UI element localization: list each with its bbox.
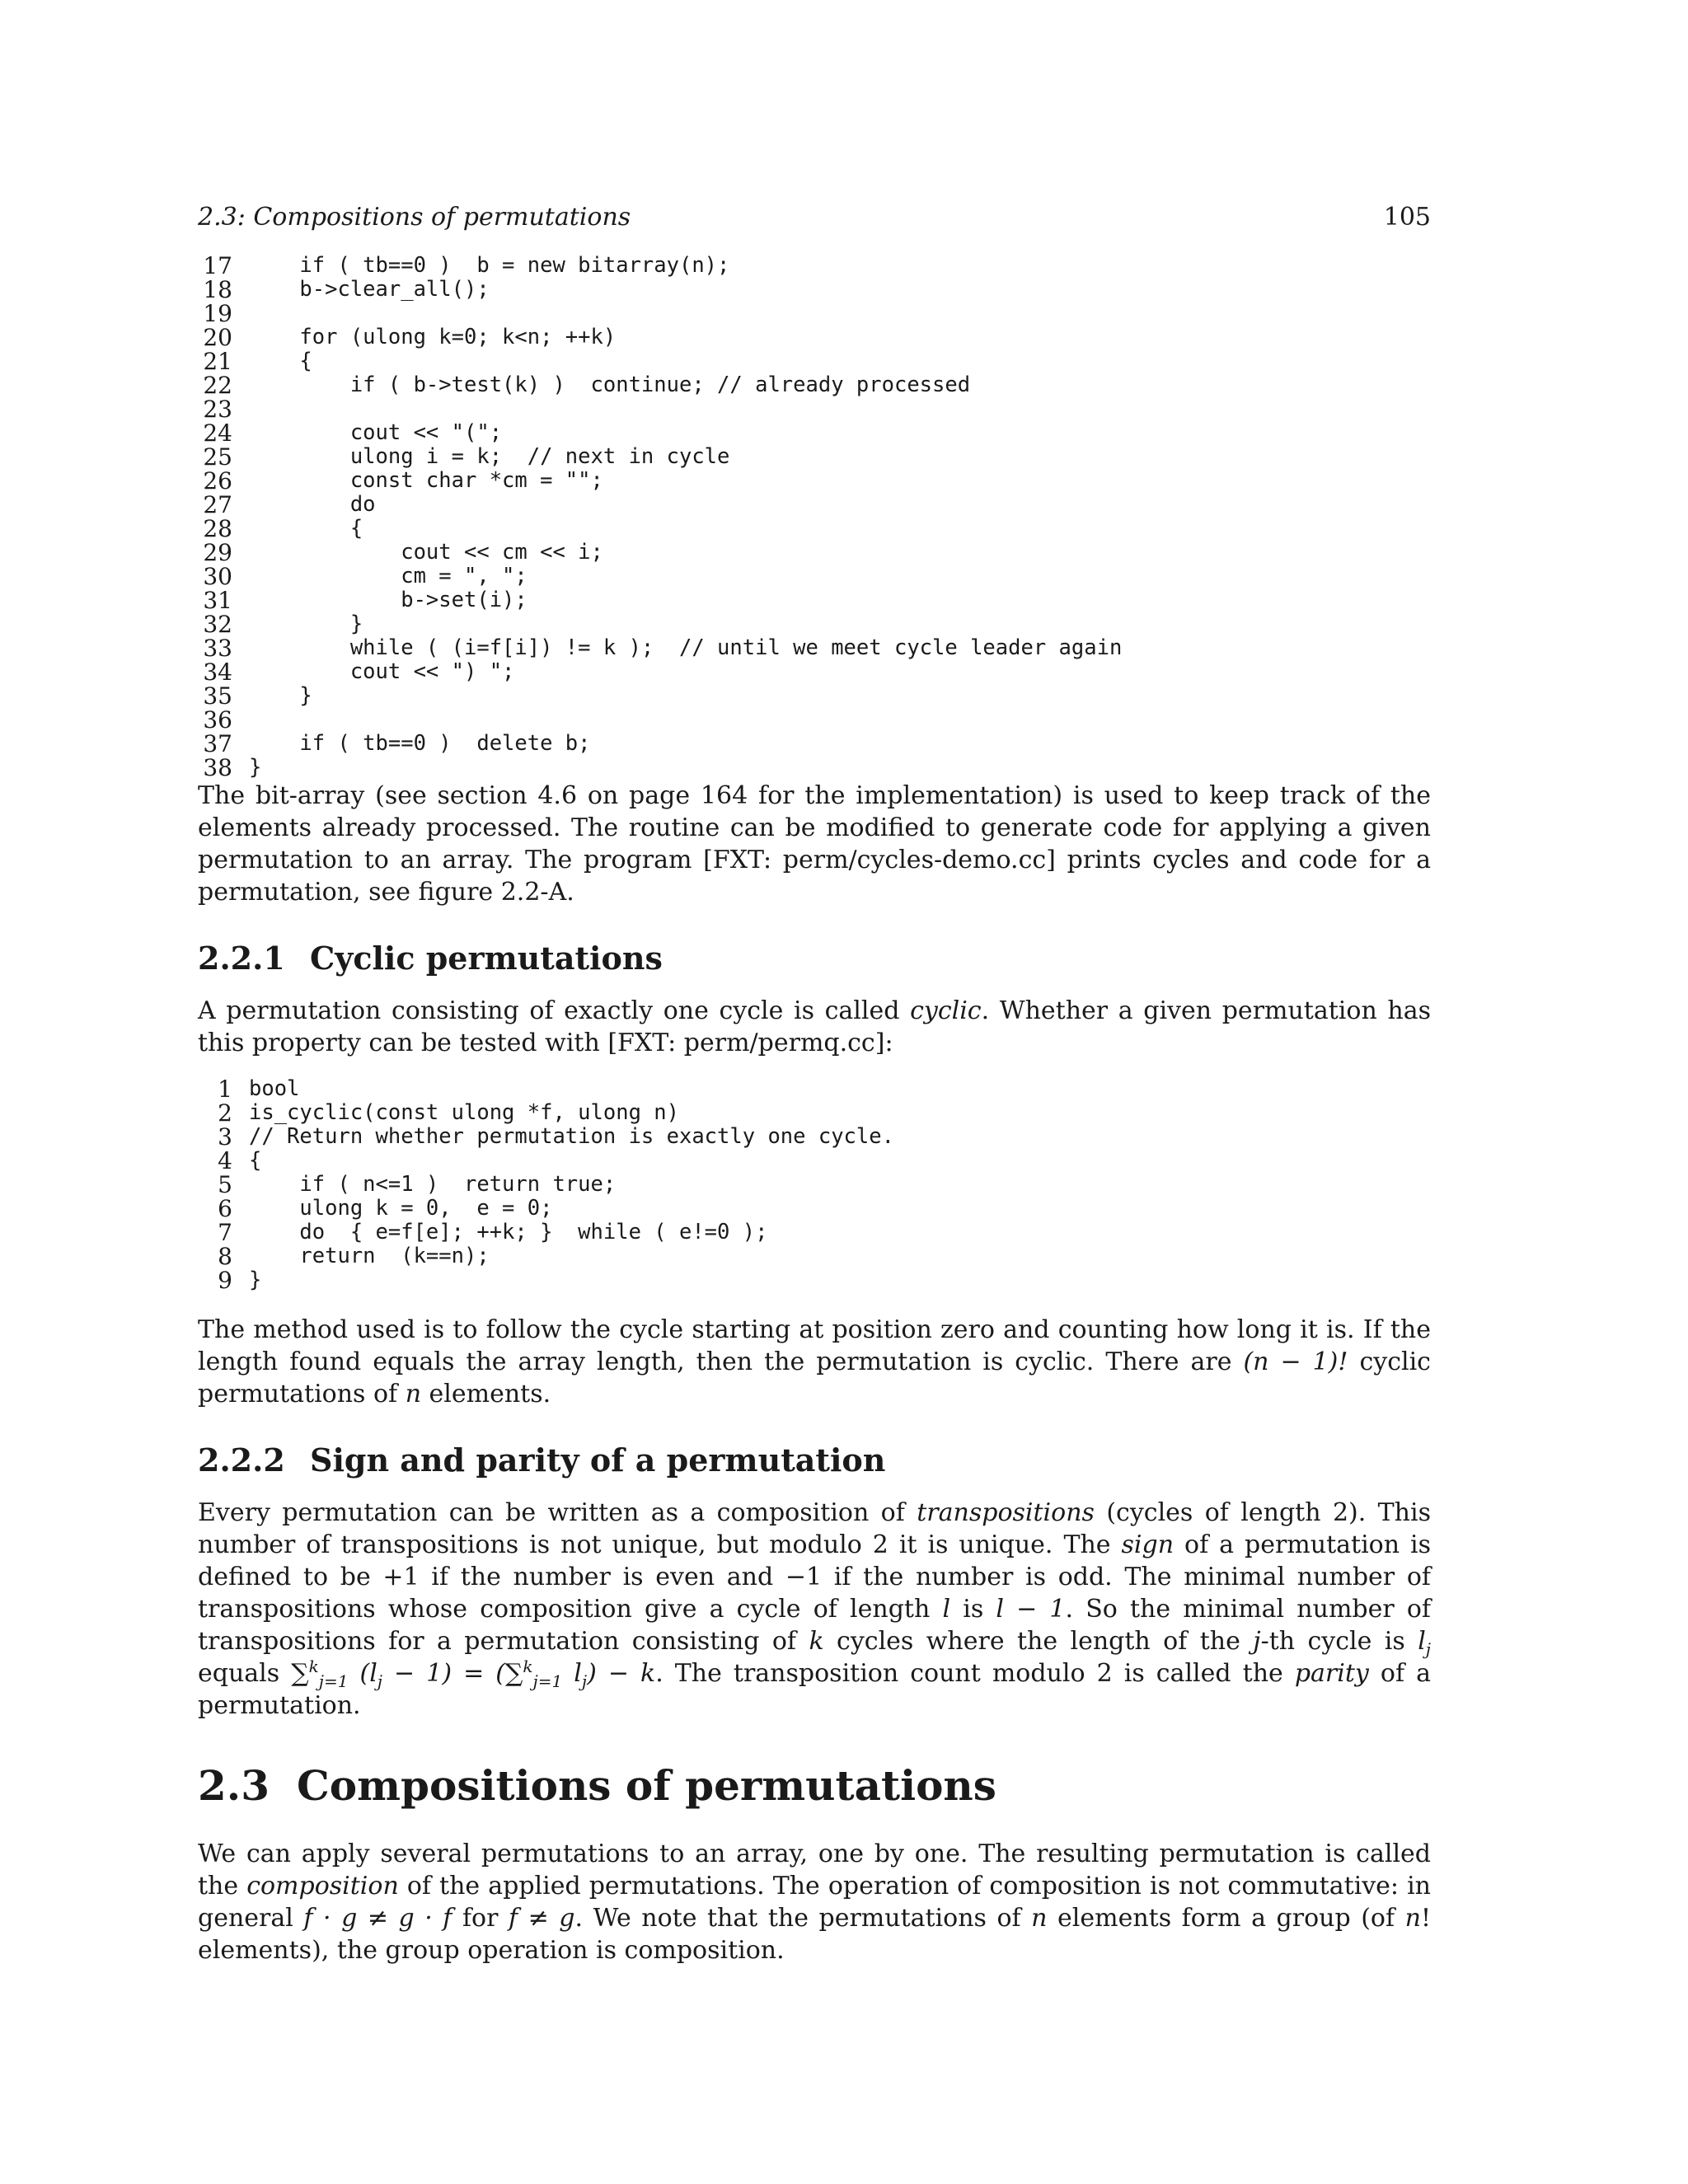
emphasis-term: sign [1121,1530,1175,1559]
math-subscript: j [581,1671,588,1691]
code-line [185,541,1431,565]
code-line [185,445,1431,469]
subsection-number: 2.2.2 [198,1441,285,1479]
code-line [185,588,1431,612]
line-number: 28 [203,515,232,542]
code-line [185,636,1431,660]
subsection-title: Sign and parity of a permutation [310,1441,886,1479]
math-expression: k [809,1627,824,1656]
code-text: do [249,492,376,517]
code-text: } [249,1268,262,1292]
section-heading-compositions [198,1761,1431,1810]
paragraph-sign-parity [198,1497,1431,1722]
line-number: 3 [218,1123,232,1151]
code-text: { [249,1148,262,1173]
code-text: cout << "("; [249,420,503,445]
code-line [185,565,1431,588]
code-line [185,684,1431,708]
code-text: } [249,755,262,780]
paragraph-cycle-method [198,1314,1431,1410]
line-number: 31 [203,587,232,614]
line-number: 2 [218,1099,232,1127]
line-number: 33 [203,635,232,662]
math-subscript: j [377,1671,382,1691]
line-number: 5 [218,1171,232,1198]
subsection-heading-cyclic [198,940,1431,977]
code-line [185,1173,1431,1197]
line-number: 22 [203,372,232,399]
code-text: const char *cm = ""; [249,468,603,493]
text-run: cycles where the length of the [823,1627,1254,1656]
emphasis-term: transpositions [917,1498,1095,1527]
math-expression: f · g ≠ g · f [303,1904,452,1933]
code-text: cout << ") "; [249,659,515,684]
code-line [185,493,1431,517]
text-run: elements. [421,1380,551,1408]
line-number: 21 [203,348,232,375]
text-run: is [950,1595,996,1624]
code-text: cm = ", "; [249,564,528,588]
paragraph-cyclic-definition [198,995,1431,1059]
paragraph-bitarray: The bit-array (see section 4.6 on page 164 for the implementation) is used to keep track of the elements already processed. The routine can be modified to generate code for applying a given permutation to an array. The program [FXT: perm/cycles-demo.cc] prints cycles and code for a permutation, see figure 2.2-A. [198,781,1431,907]
line-number: 29 [203,539,232,566]
text-run: elements form a group (of [1047,1904,1405,1933]
emphasis-term: composition [246,1872,399,1900]
math-expression [1418,1627,1431,1659]
code-line [185,1221,1431,1244]
code-line [185,469,1431,493]
text-run: of a permutation. [198,1659,1432,1720]
code-listing-print-cycles [185,254,1431,780]
text-run: of a permutation is defined to be +1 if the number is even and −1 if the number is odd. The minimal number of transpositions whose composition give a cycle of length [198,1530,1432,1624]
math-symbol: l [1418,1627,1426,1656]
math-expression: l [942,1595,951,1624]
line-number: 17 [203,252,232,279]
math-expression: n [1031,1904,1048,1933]
code-line [185,660,1431,684]
code-text: b->set(i); [249,588,528,612]
section-number: 2.3 [198,1761,270,1810]
line-number: 19 [203,300,232,327]
line-number: 24 [203,419,232,447]
math-expression: n [1404,1904,1421,1933]
line-number: 7 [218,1219,232,1246]
text-run: . The transposition count modulo 2 is called the [655,1659,1295,1688]
code-line [185,708,1431,732]
section-title: Compositions of permutations [297,1761,996,1810]
text-run: We can apply several permutations to an array, one by one. The resulting permutation is called the [198,1840,1431,1900]
line-number: 18 [203,276,232,303]
text-run: . Whether a given permutation has this property can be tested with [FXT: perm/permq.cc]: [198,996,1432,1057]
line-number: 25 [203,443,232,471]
code-line [185,373,1431,397]
code-line [185,732,1431,756]
line-number: 8 [218,1243,232,1270]
code-line [185,517,1431,541]
math-expression: f ≠ g [509,1904,575,1933]
code-text: cout << cm << i; [249,540,603,565]
page-number: 105 [1383,203,1431,232]
line-number: 9 [218,1267,232,1294]
math-symbol: − 1) = ( [382,1659,505,1688]
sum-sign: ∑ [504,1659,523,1688]
line-number: 35 [203,682,232,710]
line-number: 6 [218,1195,232,1222]
paragraph-composition [198,1838,1431,1966]
code-text: } [249,683,312,708]
code-text: if ( b->test(k) ) continue; // already processed [249,373,971,397]
code-text: { [249,349,312,373]
code-text: ulong k = 0, e = 0; [249,1196,553,1221]
code-text: return (k==n); [249,1244,490,1268]
code-text: bool [249,1076,300,1101]
math-superscript: k [308,1657,319,1676]
line-number: 34 [203,658,232,686]
code-line [185,1197,1431,1221]
code-line [185,302,1431,326]
math-subscript: j=1 [318,1671,349,1691]
code-text: for (ulong k=0; k<n; ++k) [249,325,617,349]
line-number: 20 [203,324,232,351]
line-number: 26 [203,467,232,494]
code-text: { [249,516,363,541]
math-subscript: j [1425,1639,1431,1659]
text-run: cyclic permutations of [198,1347,1431,1408]
code-line [185,1268,1431,1292]
code-line [185,326,1431,349]
math-symbol: (l [348,1659,377,1688]
code-line [185,1149,1431,1173]
line-number: 30 [203,563,232,590]
code-text: if ( tb==0 ) b = new bitarray(n); [249,253,730,278]
code-line [185,349,1431,373]
text-run: (cycles of length 2). This number of transpositions is not unique, but modulo 2 it is unique. The [198,1498,1431,1559]
math-expression: j [1253,1627,1261,1656]
code-listing-is-cyclic [185,1077,1431,1292]
text-run: of the applied permutations. The operation of composition is not commutative: in general [198,1872,1431,1933]
code-text: } [249,612,363,636]
code-line [185,278,1431,302]
math-symbol: ) − k [587,1659,656,1688]
text-run: equals [198,1659,292,1688]
code-line [185,1101,1431,1125]
code-line [185,612,1431,636]
text-run: . We note that the permutations of [574,1904,1032,1933]
code-text: is_cyclic(const ulong *f, ulong n) [249,1100,679,1125]
emphasis-term: cyclic [910,996,982,1025]
emphasis-term: parity [1294,1659,1369,1688]
math-expression: (n − 1)! [1243,1347,1348,1376]
line-number: 27 [203,491,232,518]
line-number: 32 [203,611,232,638]
code-text [249,302,1431,326]
line-number: 1 [218,1076,232,1103]
code-text [249,397,1431,421]
text-run: for [452,1904,509,1933]
code-line [185,397,1431,421]
code-line [185,756,1431,780]
line-number: 36 [203,706,232,733]
subsection-title: Cyclic permutations [310,940,663,977]
code-line [185,1077,1431,1101]
sum-sign: ∑ [291,1659,309,1688]
page [198,198,1431,1966]
line-number: 37 [203,730,232,757]
text-run: Every permutation can be written as a composition of [198,1498,917,1527]
text-run: . So the minimal number of transpositions for a permutation consisting of [198,1595,1432,1656]
code-text: if ( tb==0 ) delete b; [249,731,591,756]
code-text: do { e=f[e]; ++k; } while ( e!=0 ); [249,1220,768,1244]
text-run: The method used is to follow the cycle starting at position zero and counting how long it is. If the length found equals the array length, then the permutation is cyclic. There are [198,1315,1431,1376]
text-run: ! elements), the group operation is composition. [198,1904,1431,1965]
math-expression: n [405,1380,422,1408]
line-number: 38 [203,754,232,781]
text-run: -th cycle is [1260,1627,1418,1656]
code-text: while ( (i=f[i]) != k ); // until we meet cycle leader again [249,635,1123,660]
code-text [249,708,1431,732]
code-line [185,1244,1431,1268]
running-head-title: 2.3: Compositions of permutations [198,203,631,232]
code-line [185,421,1431,445]
subsection-heading-sign-parity [198,1441,1431,1479]
subsection-number: 2.2.1 [198,940,285,977]
math-subscript: j=1 [532,1671,563,1691]
text-run: A permutation consisting of exactly one cycle is called [198,996,911,1025]
code-text: // Return whether permutation is exactly one cycle. [249,1124,894,1149]
code-text: ulong i = k; // next in cycle [249,444,730,469]
math-symbol: l [562,1659,582,1688]
line-number: 4 [218,1147,232,1174]
code-text: if ( n<=1 ) return true; [249,1172,617,1197]
code-line [185,254,1431,278]
math-superscript: k [523,1657,533,1676]
code-line [185,1125,1431,1149]
sum-formula [291,1657,656,1691]
line-number: 23 [203,396,232,423]
math-expression: l − 1 [996,1595,1066,1624]
code-text: b->clear_all(); [249,277,490,302]
running-head [198,198,1431,237]
